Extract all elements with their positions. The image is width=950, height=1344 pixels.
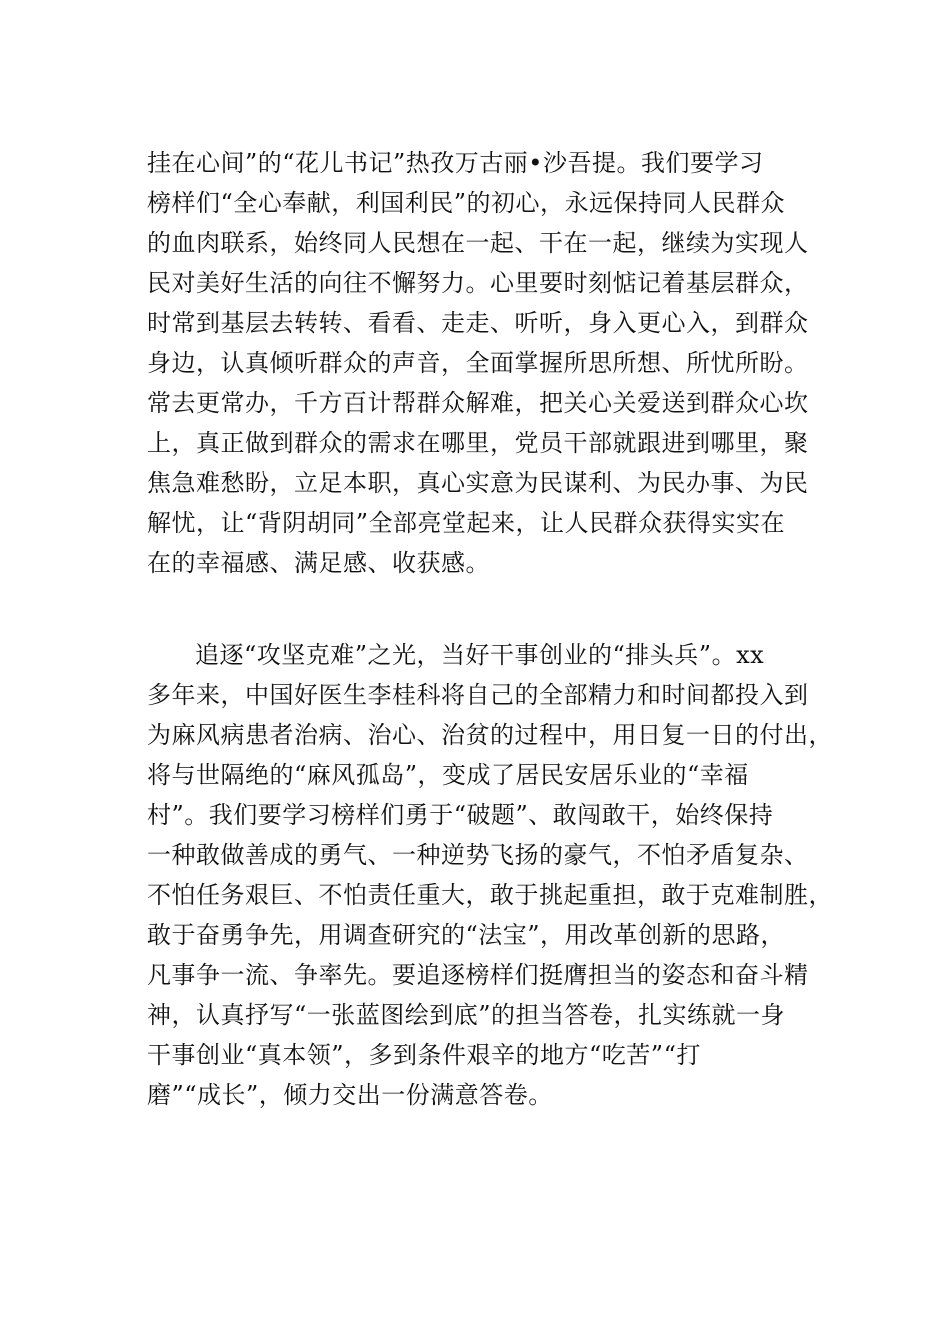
paragraph-1-line: 在的幸福感、满足感、收获感。 <box>147 549 490 577</box>
paragraph-2-line: 多年来，中国好医生李桂科将自己的全部精力和时间都投入到 <box>147 681 809 709</box>
paragraph-1-line: 身边，认真倾听群众的声音，全面掌握所思所想、所忧所盼。 <box>147 349 809 377</box>
paragraph-1-line: 榜样们“全心奉献，利国利民”的初心，永远保持同人民群众 <box>147 189 786 217</box>
paragraph-1-line: 挂在心间”的“花儿书记”热孜万古丽•沙吾提。我们要学习 <box>147 149 764 177</box>
paragraph-2-line: 干事创业“真本领”，多到条件艰辛的地方“吃苦”“打 <box>147 1041 701 1069</box>
paragraph-2-line: 凡事争一流、争率先。要追逐榜样们挺膺担当的姿态和奋斗精 <box>147 961 809 989</box>
paragraph-1-line: 焦急难愁盼，立足本职，真心实意为民谋利、为民办事、为民 <box>147 469 809 497</box>
paragraph-2-line: 磨”“成长”，倾力交出一份满意答卷。 <box>147 1081 553 1109</box>
paragraph-2-line: 不怕任务艰巨、不怕责任重大，敢于挑起重担，敢于克难制胜， <box>147 881 833 909</box>
paragraph-1-line: 民对美好生活的向往不懈努力。心里要时刻惦记着基层群众， <box>147 269 809 297</box>
paragraph-2-line: 将与世隔绝的“麻风孤岛”，变成了居民安居乐业的“幸福 <box>147 761 749 789</box>
paragraph-1-line: 时常到基层去转转、看看、走走、听听，身入更心入，到群众 <box>147 309 809 337</box>
paragraph-2-line: 一种敢做善成的勇气、一种逆势飞扬的豪气，不怕矛盾复杂、 <box>147 841 809 869</box>
paragraph-2-line: 追逐“攻坚克难”之光，当好干事创业的“排头兵”。xx <box>195 641 765 669</box>
paragraph-2-line: 为麻风病患者治病、治心、治贫的过程中，用日复一日的付出， <box>147 721 833 749</box>
paragraph-1-line: 上，真正做到群众的需求在哪里，党员干部就跟进到哪里，聚 <box>147 429 809 457</box>
paragraph-1-line: 常去更常办，千方百计帮群众解难，把关心关爱送到群众心坎 <box>147 389 809 417</box>
paragraph-1-line: 的血肉联系，始终同人民想在一起、干在一起，继续为实现人 <box>147 229 809 257</box>
paragraph-2-line: 神，认真抒写“一张蓝图绘到底”的担当答卷，扎实练就一身 <box>147 1001 786 1029</box>
paragraph-1-line: 解忧，让“背阴胡同”全部亮堂起来，让人民群众获得实实在 <box>147 509 786 537</box>
paragraph-2-line: 敢于奋勇争先，用调查研究的“法宝”，用改革创新的思路， <box>147 921 786 949</box>
paragraph-2-line: 村”。我们要学习榜样们勇于“破题”、敢闯敢干，始终保持 <box>147 801 774 829</box>
